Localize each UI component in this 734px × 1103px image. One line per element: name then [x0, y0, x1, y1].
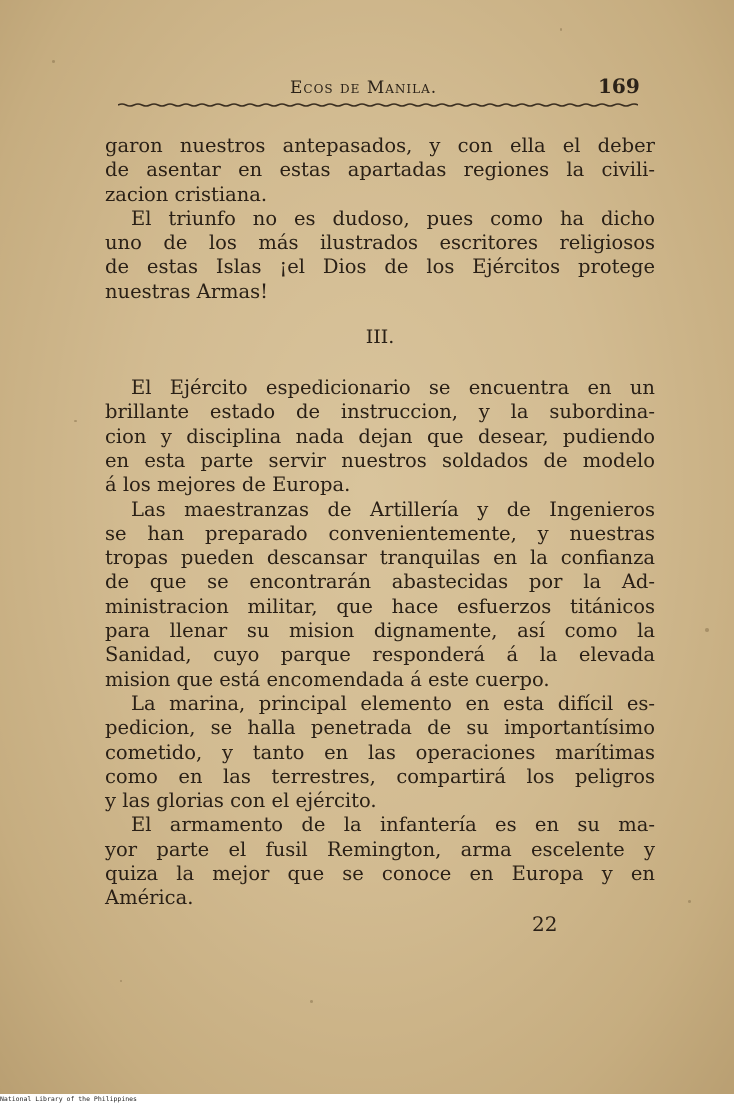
page-text [105, 134, 655, 911]
signature-mark: 22 [532, 912, 558, 936]
paper-speck [120, 980, 122, 982]
text-line: zacion cristiana. [105, 182, 268, 206]
text-line: y las glorias con el ejército. [105, 789, 377, 813]
text-line: pedicion, se halla penetrada de su importantísimo [105, 716, 655, 740]
paper-speck [310, 1000, 313, 1003]
text-line: ministracion militar, que hace esfuerzos titánicos [105, 594, 655, 618]
text-line: El Ejército espedicionario se encuentra en un [131, 376, 655, 400]
text-line: de estas Islas ¡el Dios de los Ejércitos protege [105, 255, 655, 279]
paragraph [105, 376, 655, 497]
text-line: La marina, principal elemento en esta difícil es- [131, 691, 655, 715]
header-rule [118, 102, 638, 108]
paper-speck [74, 420, 77, 422]
text-line: para llenar su mision dignamente, así como la [105, 619, 655, 643]
text-line: mision que está encomendada á este cuerpo. [105, 667, 550, 691]
running-title: Ecos de Manila. [290, 78, 438, 98]
text-line: nuestras Armas! [105, 279, 269, 303]
text-line: Las maestranzas de Artillería y de Ingenieros [131, 497, 655, 521]
text-line: cometido, y tanto en las operaciones marítimas [105, 740, 655, 764]
text-line: de que se encontrarán abastecidas por la Ad- [105, 570, 655, 594]
paragraph [105, 134, 655, 207]
paper-speck [688, 900, 691, 903]
paragraph [105, 498, 655, 692]
text-line: Sanidad, cuyo parque responderá á la elevada [105, 643, 655, 667]
paragraph [105, 813, 655, 910]
text-line: yor parte el fusil Remington, arma escelente y [105, 837, 655, 861]
text-line: en esta parte servir nuestros soldados de modelo [105, 448, 655, 472]
paper-speck [52, 60, 55, 63]
text-line: quiza la mejor que se conoce en Europa y en [105, 862, 655, 886]
paragraph [105, 692, 655, 813]
text-line: garon nuestros antepasados, y con ella el deber [105, 134, 655, 157]
text-line: de asentar en estas apartadas regiones la civili- [105, 158, 655, 182]
paragraph [105, 207, 655, 304]
text-line: cion y disciplina nada dejan que desear, pudiendo [105, 424, 655, 448]
paper-speck [560, 28, 562, 31]
paper-speck [705, 628, 709, 632]
text-line: El triunfo no es dudoso, pues como ha dicho [131, 206, 655, 230]
text-line: tropas pueden descansar tranquilas en la confianza [105, 546, 655, 570]
text-line: brillante estado de instruccion, y la subordina- [105, 400, 655, 424]
library-footer: National Library of the Philippines [0, 1095, 137, 1103]
text-line: América. [105, 886, 194, 910]
text-line: uno de los más ilustrados escritores religiosos [105, 231, 655, 255]
page-number: 169 [598, 74, 640, 98]
text-line: como en las terrestres, compartirá los peligros [105, 764, 655, 788]
text-line: se han preparado convenientemente, y nuestras [105, 521, 655, 545]
text-line: El armamento de la infantería es en su ma- [131, 813, 655, 837]
text-line: á los mejores de Europa. [105, 473, 351, 497]
running-header [0, 74, 734, 104]
section-heading: III. [365, 326, 395, 349]
